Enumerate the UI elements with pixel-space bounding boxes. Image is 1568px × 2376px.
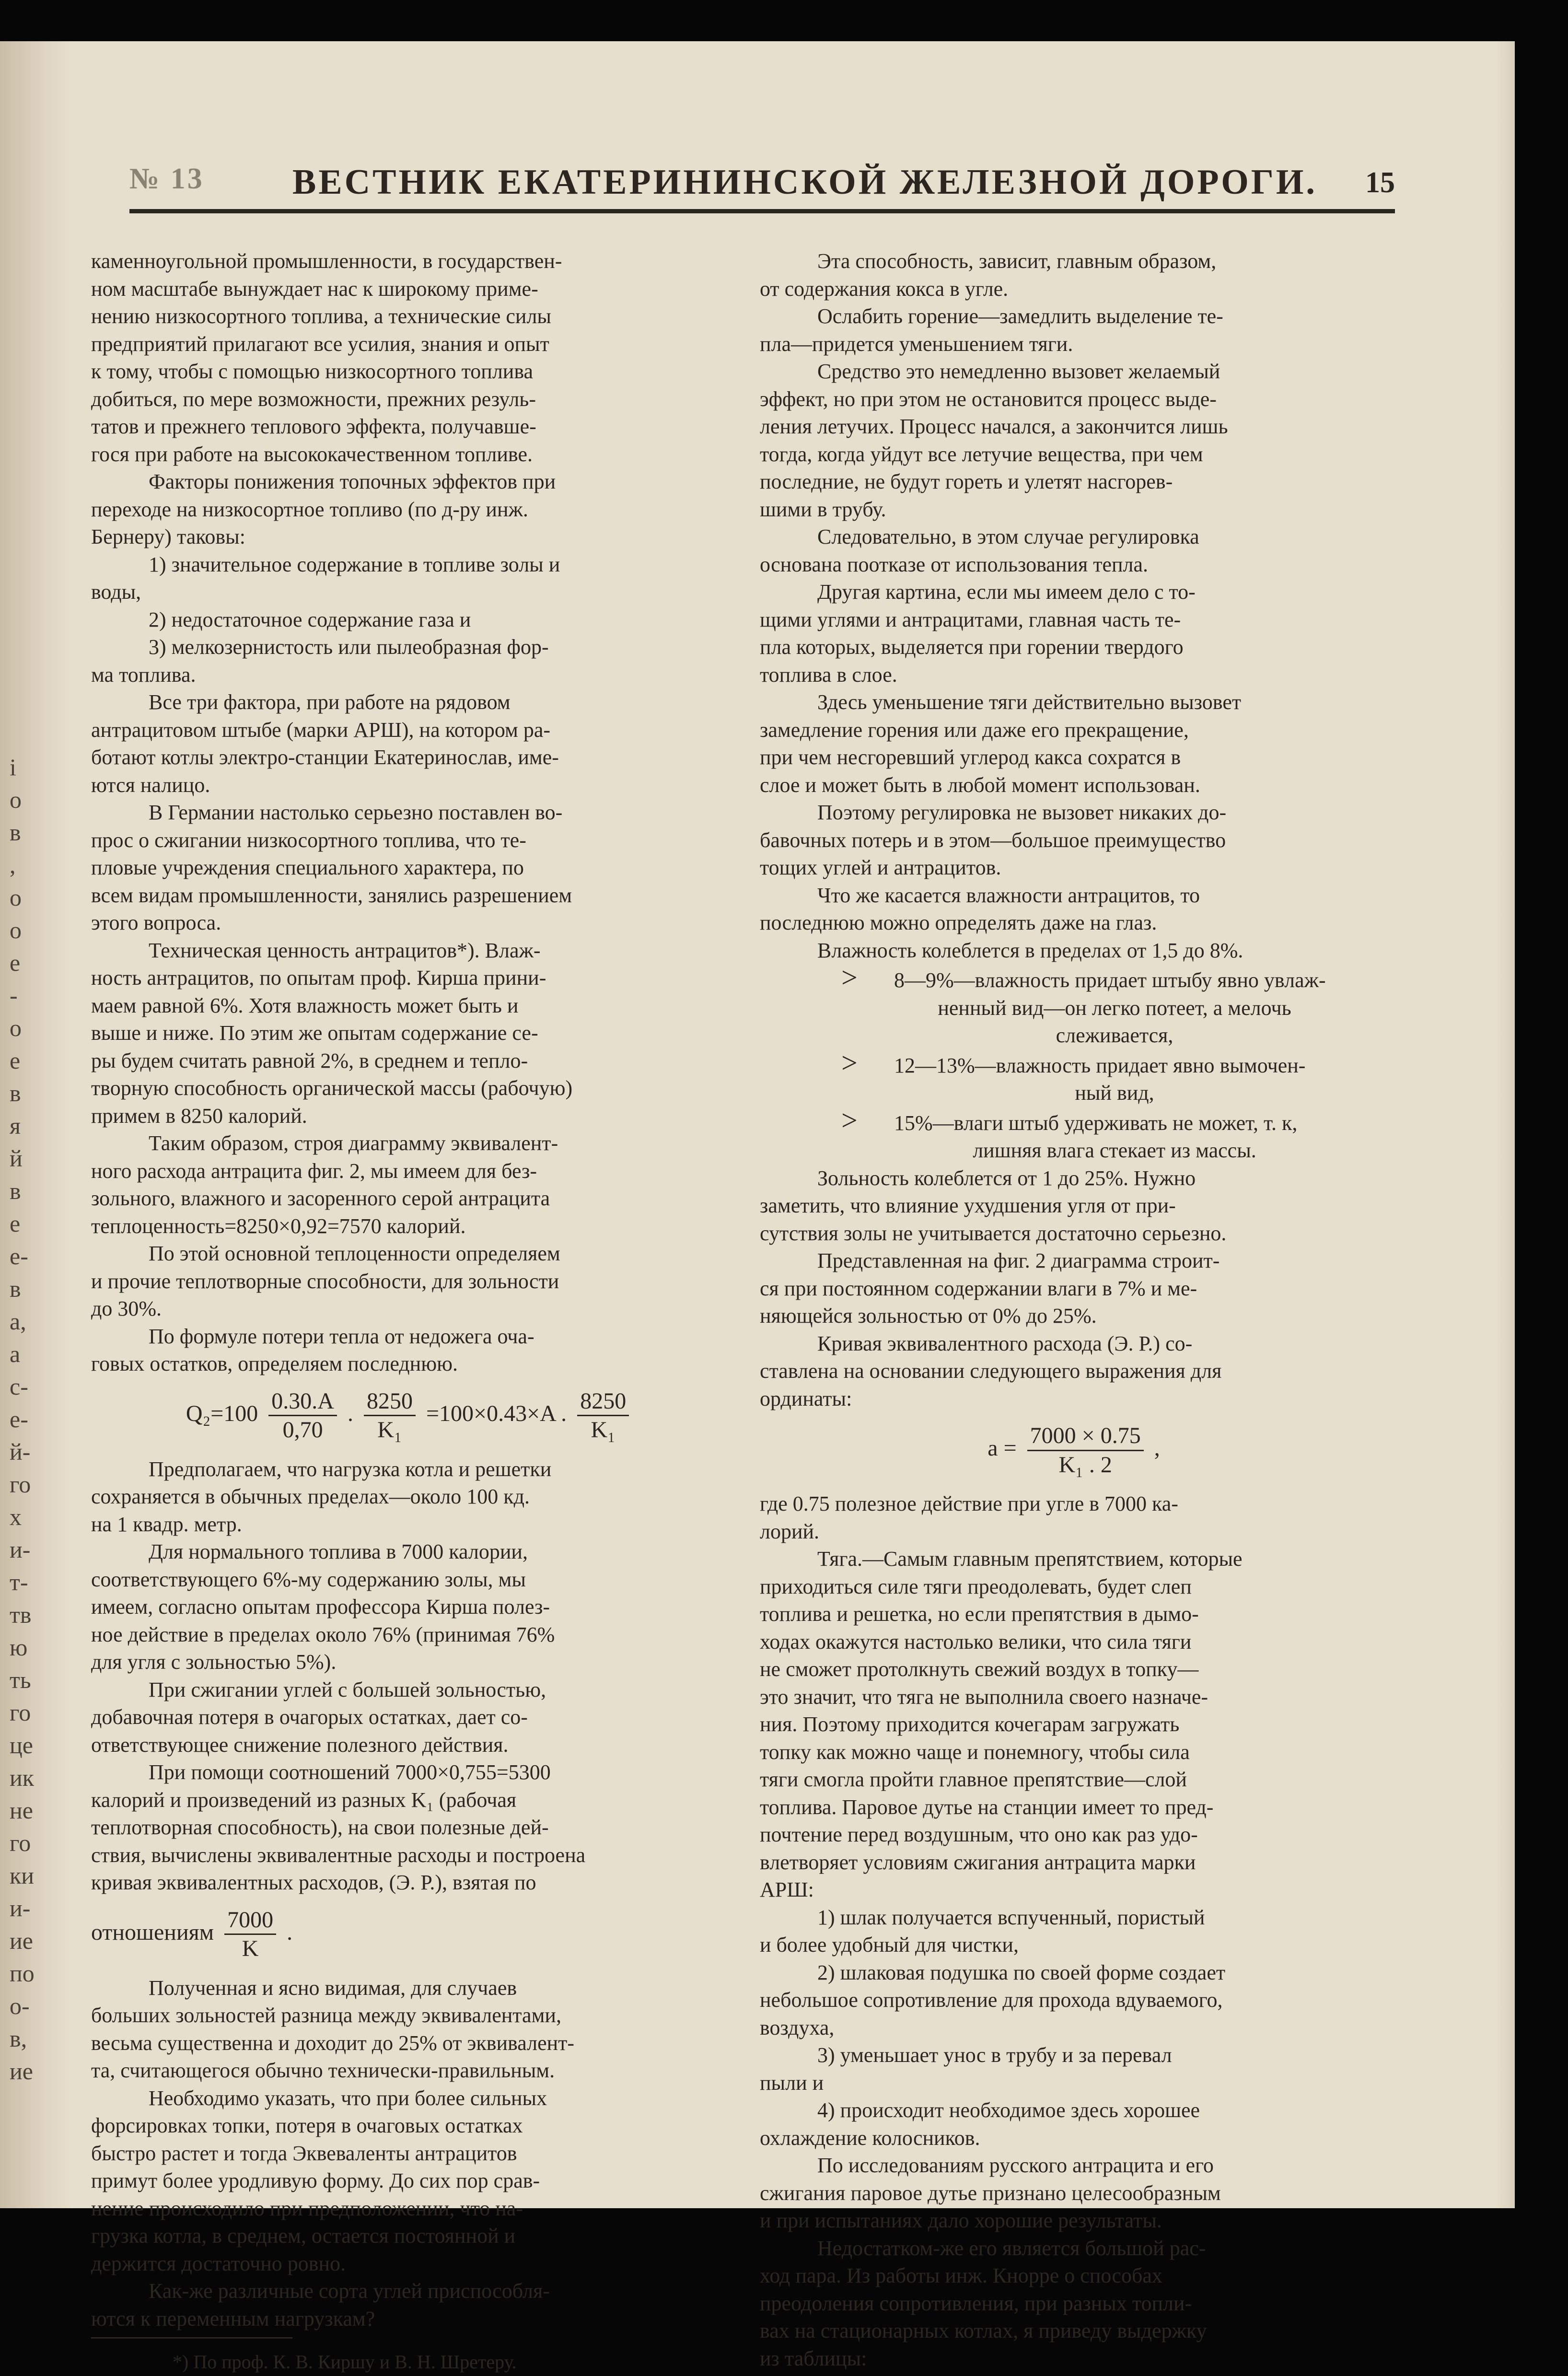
text-line: Эта способность, зависит, главным образом, xyxy=(817,249,1217,273)
text-line: это значит, что тяга не выполнила своего назначе- xyxy=(760,1685,1208,1709)
greater-than-arrow-icon: > xyxy=(841,1047,858,1079)
text-line: При сжигании углей с большей зольностью, xyxy=(149,1677,546,1701)
text-line: ются к переменным нагрузкам? xyxy=(91,2306,375,2330)
text-line: Бернеру) таковы: xyxy=(91,525,245,548)
text-line: всем видам промышленности, занялись разрешением xyxy=(91,883,572,907)
fraction-denominator: 0,70 xyxy=(282,1417,323,1443)
text-line: прос о сжигании низкосортного топлива, что те- xyxy=(91,828,526,852)
margin-fragment: ие xyxy=(10,1927,33,1954)
text-line: влетворяет условиям сжигания антрацита марки xyxy=(760,1850,1196,1874)
formula-middle: =100×0.43×A . xyxy=(426,1400,567,1426)
moisture-item-text: 15%—влаги штыб удерживать не может, т. к, xyxy=(894,1111,1298,1135)
fraction-numerator: 7000 × 0.75 xyxy=(1027,1422,1144,1451)
margin-fragment: ки xyxy=(10,1862,35,1889)
text-line: ботают котлы электро-станции Екатеринослав, име- xyxy=(91,745,559,769)
moisture-list-item xyxy=(760,1049,1388,1080)
margin-fragment: о- xyxy=(10,1992,30,2019)
margin-fragment: це xyxy=(10,1732,33,1759)
moisture-item-continuation: слеживается, xyxy=(1056,1024,1173,1047)
page-right-edge xyxy=(1496,41,1515,2208)
ordinate-fraction xyxy=(1027,1422,1144,1479)
text-line: теплотворная способность), на свои полезные дей- xyxy=(91,1816,549,1839)
margin-fragment: о xyxy=(10,1014,22,1041)
moisture-item-continuation: лишняя влага стекает из массы. xyxy=(973,1139,1256,1162)
text-line: Все три фактора, при работе на рядовом xyxy=(149,690,511,714)
margin-fragment: а, xyxy=(10,1308,26,1335)
text-line: из таблицы: xyxy=(760,2346,867,2370)
margin-fragment: й- xyxy=(10,1438,31,1465)
text-line: топку как можно чаще и понемногу, чтобы сила xyxy=(760,1740,1190,1764)
text-line: добиться, по мере возможности, прежних резуль- xyxy=(91,387,536,411)
text-line: весьма существенна и доходит до 25% от эквивалент- xyxy=(91,2031,575,2055)
text-line: Другая картина, если мы имеем дело с то- xyxy=(817,580,1196,604)
text-line: приходиться силе тяги преодолевать, будет слеп xyxy=(760,1574,1192,1598)
margin-fragment: х xyxy=(10,1503,22,1530)
text-line: охлаждение колосников. xyxy=(760,2126,980,2150)
text-line: АРШ: xyxy=(760,1878,814,1901)
margin-fragment: о xyxy=(10,786,22,813)
formula-suffix: , xyxy=(1154,1435,1160,1461)
text-line: Техническая ценность антрацитов*). Влаж- xyxy=(149,938,541,962)
text-line: ставлена на основании следующего выражения для xyxy=(760,1359,1222,1383)
heat-loss-formula: Q₂=100 $\frac{0.30.A}{0,70}$ . $\frac{8250}{\text{K₁}}$ =100×0.43×A . $\frac{8250}{\text{K₁}}$ xyxy=(91,1387,729,1444)
text-line: топлива и решетка, но если препятствия в дымо- xyxy=(760,1602,1199,1626)
text-line: ния. Поэтому приходится кочегарам загружать xyxy=(760,1712,1180,1736)
text-line: предприятий прилагают все усилия, знания и опыт xyxy=(91,332,549,356)
margin-fragment: о xyxy=(10,884,22,911)
text-line: ления летучих. Процесс начался, а закончится лишь xyxy=(760,415,1228,438)
text-line: соответствующего 6%-му содержанию золы, мы xyxy=(91,1567,526,1591)
text-line: 1) значительное содержание в топливе золы и xyxy=(149,552,560,576)
text-line: форсировках топки, потеря в очаговых остатках xyxy=(91,2114,523,2137)
page-number: 15 xyxy=(1365,166,1395,199)
text-line: сохраняется в обычных пределах—около 100 кд. xyxy=(91,1485,530,1508)
text-line: Ослабить горение—замедлить выделение те- xyxy=(817,304,1223,328)
margin-fragment: в xyxy=(10,1275,21,1302)
text-line: Факторы понижения топочных эффектов при xyxy=(149,470,556,493)
text-line: воды, xyxy=(91,580,141,604)
text-line: няющейся зольностью от 0% до 25%. xyxy=(760,1304,1097,1328)
margin-fragment: и- xyxy=(10,1895,31,1922)
text-line: Предполагаем, что нагрузка котла и решетки xyxy=(149,1457,552,1481)
text-line: больших зольностей разница между эквивалентами, xyxy=(91,2003,561,2027)
text-line: говых остатков, определяем последнюю. xyxy=(91,1352,458,1375)
text-line: слое и может быть в любой момент использован. xyxy=(760,773,1200,797)
fraction-denominator: K₁ xyxy=(591,1417,616,1443)
text-line: пловые учреждения специального характера, по xyxy=(91,856,524,879)
greater-than-arrow-icon: > xyxy=(841,962,858,993)
text-line: и при испытаниях дало хорошие результаты. xyxy=(760,2209,1162,2232)
margin-fragment: е- xyxy=(10,1406,28,1433)
margin-fragment: с- xyxy=(10,1373,28,1400)
text-line: татов и прежнего теплового эффекта, получавше- xyxy=(91,415,536,438)
text-line: воздуха, xyxy=(760,2015,835,2039)
ratio-suffix: . xyxy=(287,1919,293,1945)
text-line: По исследованиям русского антрацита и его xyxy=(817,2154,1214,2177)
text-line: грузка котла, в среднем, остается постоянной и xyxy=(91,2224,516,2248)
text-line: этого вопроса. xyxy=(91,911,221,934)
text-line: Зольность колеблется от 1 до 25%. Нужно xyxy=(817,1166,1196,1190)
formula-fraction-3 xyxy=(577,1387,629,1444)
text-line: 3) мелкозернистость или пылеобразная фор- xyxy=(149,635,549,659)
fraction-denominator: K xyxy=(242,1936,259,1961)
text-line: ходах окажутся настолько велики, что сила тяги xyxy=(760,1630,1192,1654)
greater-than-arrow-icon: > xyxy=(841,1104,858,1136)
text-line: Что же касается влажности антрацитов, то xyxy=(817,883,1200,907)
newspaper-page xyxy=(0,41,1515,2373)
text-line: эффект, но при этом не остановится процесс выде- xyxy=(760,387,1217,411)
text-line: 2) недостаточное содержание газа и xyxy=(149,607,471,631)
text-line: сжигания паровое дутье признано целесообразным xyxy=(760,2181,1221,2205)
text-line: Тяга.—Самым главным препятствием, которые xyxy=(817,1547,1243,1571)
moisture-item-continuation: ненный вид—он легко потеет, а мелочь xyxy=(938,996,1291,1020)
margin-fragment: го xyxy=(10,1699,31,1726)
text-line: Для нормального топлива в 7000 калории, xyxy=(149,1540,528,1563)
margin-fragment: в, xyxy=(10,2025,27,2052)
moisture-item-text: 12—13%—влажность придает явно вымочен- xyxy=(894,1053,1306,1077)
text-line: По формуле потери тепла от недожега оча- xyxy=(149,1324,534,1348)
text-line: последние, не будут гореть и улетят насгорев- xyxy=(760,470,1173,493)
margin-fragment: и- xyxy=(10,1536,31,1563)
text-line: ное действие в пределах около 76% (принимая 76% xyxy=(91,1622,555,1646)
text-line: тяги смогла пройти главное препятствие—слой xyxy=(760,1768,1187,1791)
margin-fragment: е- xyxy=(10,1243,28,1270)
text-line: зольного, влажного и засоренного серой антрацита xyxy=(91,1187,550,1210)
text-line: пла—придется уменьшением тяги. xyxy=(760,332,1073,356)
text-line: при чем несгоревший углерод какса сохратся в xyxy=(760,745,1181,769)
text-line: Следовательно, в этом случае регулировка xyxy=(817,525,1199,548)
margin-fragment: не xyxy=(10,1797,33,1824)
margin-fragment: е xyxy=(10,1047,21,1074)
text-line: щими углями и антрацитами, главная часть те- xyxy=(760,607,1181,631)
text-line: к тому, чтобы с помощью низкосортного топлива xyxy=(91,360,534,383)
previous-page-margin-fragments xyxy=(10,751,62,2087)
text-line: бавочных потерь и в этом—большое преимущество xyxy=(760,828,1226,852)
margin-fragment: я xyxy=(10,1112,21,1139)
text-line: заметить, что влияние ухудшения угля от при- xyxy=(760,1194,1176,1217)
ratio-fraction xyxy=(224,1906,276,1963)
text-line: лорий. xyxy=(760,1519,820,1543)
text-line: до 30%. xyxy=(91,1297,162,1320)
fraction-denominator: K₁ . 2 xyxy=(1058,1452,1112,1478)
text-line: гося при работе на высококачественном топливе. xyxy=(91,442,533,466)
text-line: небольшое сопротивление для прохода вдуваемого, xyxy=(760,1988,1223,2012)
text-line: Полученная и ясно видимая, для случаев xyxy=(149,1976,517,2000)
margin-fragment: , xyxy=(10,851,16,878)
ordinate-formula xyxy=(760,1422,1388,1479)
margin-fragment: е xyxy=(10,1210,21,1237)
text-line: Как-же различные сорта углей приспособля- xyxy=(149,2279,550,2303)
footnote-rule xyxy=(91,2337,292,2339)
text-line: ма топлива. xyxy=(91,663,196,687)
text-line: Недостатком-же его является большой рас- xyxy=(817,2236,1206,2260)
right-column xyxy=(760,247,1388,2372)
text-line: шими в трубу. xyxy=(760,497,886,521)
margin-fragment: о xyxy=(10,917,22,943)
formula-fraction-2 xyxy=(364,1387,416,1444)
text-line: последнюю можно определять даже на глаз. xyxy=(760,911,1157,934)
text-line: Таким образом, строя диаграмму эквивалент- xyxy=(149,1131,558,1155)
margin-fragment: ть xyxy=(10,1666,31,1693)
text-line: где 0.75 полезное действие при угле в 7000 ка- xyxy=(760,1492,1178,1515)
fraction-numerator: 0.30.A xyxy=(268,1387,337,1417)
text-line: По этой основной теплоценности определяем xyxy=(149,1242,560,1265)
fraction-numerator: 8250 xyxy=(364,1387,416,1417)
ratio-prefix: отношениям xyxy=(91,1919,214,1945)
text-line: При помощи соотношений 7000×0,755=5300 xyxy=(149,1760,551,1784)
text-line: от содержания кокса в угле. xyxy=(760,277,1009,301)
text-line: нению низкосортного топлива, а технические силы xyxy=(91,304,551,328)
text-line: выше и ниже. По этим же опытам содержание се- xyxy=(91,1021,538,1045)
text-line: 2) шлаковая подушка по своей форме создает xyxy=(817,1960,1226,1984)
left-column xyxy=(91,247,729,2376)
margin-fragment: в xyxy=(10,1080,21,1106)
formula-lhs: Q₂=100 xyxy=(186,1400,258,1426)
text-line: пла которых, выделяется при горении твердого xyxy=(760,635,1184,659)
text-line: ординаты: xyxy=(760,1386,852,1410)
moisture-list-item xyxy=(760,1104,1388,1137)
text-line: не сможет протолкнуть свежий воздух в топку— xyxy=(760,1657,1199,1681)
fraction-denominator: K₁ xyxy=(377,1417,402,1443)
text-line: на 1 квадр. метр. xyxy=(91,1512,242,1536)
page-header xyxy=(129,151,1395,213)
text-line: переходе на низкосортное топливо (по д-ру инж. xyxy=(91,497,528,521)
text-line: каменноугольной промышленности, в государствен- xyxy=(91,249,562,273)
text-line: основана поотказе от использования тепла. xyxy=(760,552,1149,576)
text-line: теплоценность=8250×0,92=7570 калорий. xyxy=(91,1214,466,1238)
margin-fragment: по xyxy=(10,1960,35,1987)
text-line: ность антрацитов, по опытам проф. Кирша прини- xyxy=(91,966,546,990)
text-line: нение происходило при предположении, что на- xyxy=(91,2196,523,2220)
margin-fragment: е xyxy=(10,949,21,976)
text-line: ры будем считать равной 2%, в среднем и тепло- xyxy=(91,1048,528,1072)
ratio-formula xyxy=(91,1906,729,1963)
text-line: Поэтому регулировка не вызовет никаких до- xyxy=(817,801,1227,824)
text-line: кривая эквивалентных расходов, (Э. Р.), взятая по xyxy=(91,1871,536,1894)
text-line: почтение перед воздушным, что оно как раз удо- xyxy=(760,1823,1198,1846)
text-line: 1) шлак получается вспученный, пористый xyxy=(817,1905,1205,1929)
text-line: Влажность колеблется в пределах от 1,5 до 8%. xyxy=(817,938,1243,962)
text-line: ся при постоянном содержании влаги в 7% и ме- xyxy=(760,1276,1197,1300)
margin-fragment: ю xyxy=(10,1634,28,1661)
text-line: топлива. Паровое дутье на станции имеет то пред- xyxy=(760,1795,1214,1819)
margin-fragment: т- xyxy=(10,1569,28,1596)
margin-fragment: ик xyxy=(10,1764,35,1791)
issue-number: № 13 xyxy=(129,163,204,195)
margin-fragment: в xyxy=(10,1177,21,1204)
text-line: топлива в слое. xyxy=(760,663,897,687)
margin-fragment: а xyxy=(10,1340,21,1367)
margin-fragment: го xyxy=(10,1829,31,1856)
moisture-list-item xyxy=(760,964,1388,994)
text-line: и прочие теплотворные способности, для зольности xyxy=(91,1269,559,1293)
text-line: ного расхода антрацита фиг. 2, мы имеем для без- xyxy=(91,1159,537,1183)
text-line: В Германии настолько серьезно поставлен во- xyxy=(149,801,563,824)
text-line: ются налицо. xyxy=(91,773,210,797)
margin-fragment: го xyxy=(10,1471,31,1498)
moisture-item-text: 8—9%—влажность придает штыбу явно увлаж- xyxy=(894,968,1326,992)
text-line: 3) уменьшает унос в трубу и за перевал xyxy=(817,2043,1172,2067)
text-line: тогда, когда уйдут все летучие вещества, при чем xyxy=(760,442,1203,466)
text-line: примем в 8250 калорий. xyxy=(91,1104,307,1128)
text-line: ход пара. Из работы инж. Кнорре о способах xyxy=(760,2264,1162,2287)
text-line: Необходимо указать, что при более сильных xyxy=(149,2086,547,2110)
text-line: быстро растет и тогда Эквеваленты антрацитов xyxy=(91,2141,517,2165)
text-line: Средство это немедленно вызовет желаемый xyxy=(817,360,1220,383)
fraction-numerator: 7000 xyxy=(224,1906,276,1935)
text-line: антрацитовом штыбе (марки АРШ), на котором ра- xyxy=(91,718,551,742)
margin-fragment: і xyxy=(10,754,16,780)
text-line: тощих углей и антрацитов. xyxy=(760,856,1001,879)
moisture-item-continuation: ный вид, xyxy=(1075,1081,1154,1105)
text-line: держится достаточно ровно. xyxy=(91,2251,346,2275)
text-line: пыли и xyxy=(760,2071,824,2095)
formula-fraction-1 xyxy=(268,1387,337,1444)
text-line: Кривая эквивалентного расхода (Э. Р.) со- xyxy=(817,1331,1193,1355)
text-line: калорий и произведений из разных K₁ (рабочая xyxy=(91,1788,517,1812)
footnote: *) По проф. К. В. Киршу и В. Н. Шретеру. xyxy=(173,2351,517,2373)
moisture-list xyxy=(760,964,1388,1165)
text-line: Представленная на фиг. 2 диаграмма строит- xyxy=(817,1249,1220,1272)
text-line: сутствия золы не учитывается достаточно серьезно. xyxy=(760,1221,1227,1245)
text-line: та, считающегося обычно технически-правильным. xyxy=(91,2059,555,2082)
margin-fragment: тв xyxy=(10,1601,32,1628)
text-line: преодоления сопротивления, при разных топли- xyxy=(760,2291,1192,2315)
text-line: примут более уродливую форму. До сих пор срав- xyxy=(91,2169,540,2192)
text-line: замедление горения или даже его прекращение, xyxy=(760,718,1189,742)
text-line: вах на стационарных котлах, я приведу выдержку xyxy=(760,2319,1207,2342)
text-line: 4) происходит необходимое здесь хорошее xyxy=(817,2098,1200,2122)
text-line: имеем, согласно опытам профессора Кирша полез- xyxy=(91,1595,550,1619)
text-line: Здесь уменьшение тяги действительно вызовет xyxy=(817,690,1242,714)
journal-title: ВЕСТНИК ЕКАТЕРИНИНСКОЙ ЖЕЛЕЗНОЙ ДОРОГИ. xyxy=(292,163,1317,202)
margin-fragment: й xyxy=(10,1145,23,1172)
margin-fragment: - xyxy=(10,982,18,1009)
text-line: ном масштабе вынуждает нас к широкому приме- xyxy=(91,277,538,301)
text-line: ответствующее снижение полезного действия. xyxy=(91,1733,509,1757)
margin-fragment: в xyxy=(10,819,21,846)
text-line: добавочная потеря в очагорых остатках, дает со- xyxy=(91,1705,528,1729)
text-line: творную способность органической массы (рабочую) xyxy=(91,1076,573,1100)
text-line: для угля с зольностью 5%). xyxy=(91,1650,337,1674)
fraction-numerator: 8250 xyxy=(577,1387,629,1417)
text-line: ствия, вычислены эквивалентные расходы и построена xyxy=(91,1843,586,1867)
text-line: маем равной 6%. Хотя влажность может быть и xyxy=(91,993,519,1017)
margin-fragment: ие xyxy=(10,2058,33,2085)
text-line: и более удобный для чистки, xyxy=(760,1933,1019,1957)
formula-lhs: a = xyxy=(987,1435,1017,1461)
